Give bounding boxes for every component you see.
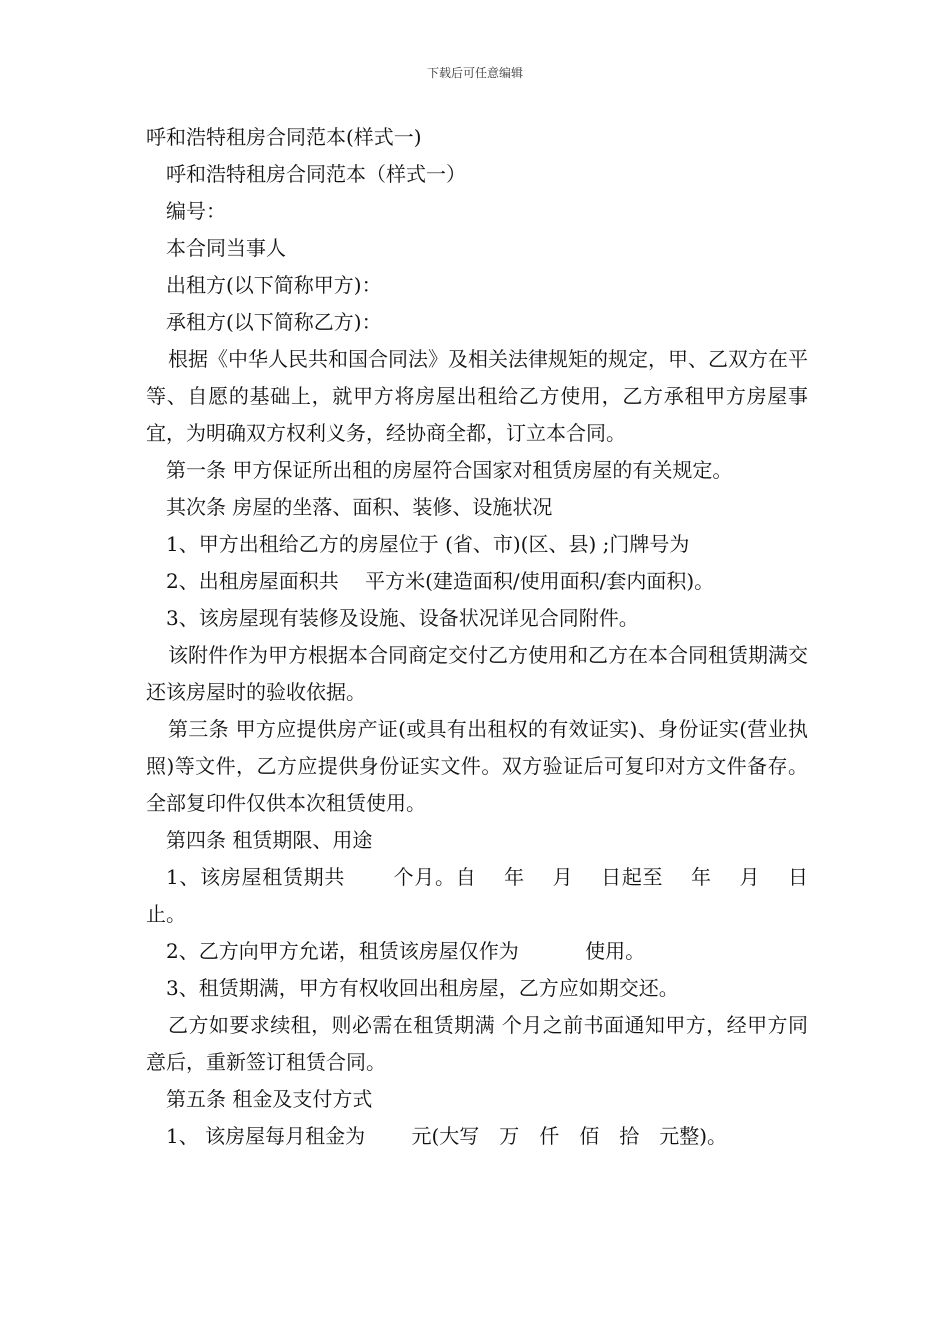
paragraph-article-1: 第一条 甲方保证所出租的房屋符合国家对租赁房屋的有关规定。 [166,458,733,482]
paragraph-attachment-note: 该附件作为甲方根据本合同商定交付乙方使用和乙方在本合同租赁期满交还该房屋时的验收依据。 [146,643,808,704]
paragraph-article-3: 第三条 甲方应提供房产证(或具有出租权的有效证实)、身份证实(营业执照)等文件，乙方应提供身份证实文件。双方验证后可复印对方文件备存。全部复印件仅供本次租赁使用。 [146,717,808,815]
paragraph-article-2-item-3: 3、该房屋现有装修及设施、设备状况详见合同附件。 [166,606,639,630]
paragraph-article-4: 第四条 租赁期限、用途 [166,828,373,852]
paragraph-lessor: 出租方(以下简称甲方)： [166,273,382,297]
paragraph-article-2-item-1: 1、甲方出租给乙方的房屋位于 (省、市)(区、县) ;门牌号为 [166,532,690,556]
paragraph-article-2: 其次条 房屋的坐落、面积、装修、设施状况 [166,495,553,519]
paragraph-number: 编号： [166,199,226,223]
paragraph-lessee: 承租方(以下简称乙方)： [166,310,382,334]
paragraph-renewal: 乙方如要求续租，则必需在租赁期满 个月之前书面通知甲方，经甲方同意后，重新签订租赁合同。 [146,1013,808,1074]
document-body [146,119,808,1155]
paragraph-article-4-item-1: 1、该房屋租赁期共 个月。自 年 月 日起至 年 月 日止。 [146,865,808,926]
document-title: 呼和浩特租房合同范本(样式一) [146,125,422,149]
paragraph-article-5: 第五条 租金及支付方式 [166,1087,373,1111]
paragraph-article-4-item-2: 2、乙方向甲方允诺，租赁该房屋仅作为 使用。 [166,939,646,963]
paragraph-article-5-item-1: 1、 该房屋每月租金为 元(大写 万 仟 佰 拾 元整)。 [166,1124,728,1148]
paragraph-article-2-item-2: 2、出租房屋面积共 平方米(建造面积/使用面积/套内面积)。 [166,569,715,593]
page-header: 下载后可任意编辑 [426,66,523,80]
paragraph-subtitle: 呼和浩特租房合同范本（样式一） [166,162,466,186]
paragraph-article-4-item-3: 3、租赁期满，甲方有权收回出租房屋，乙方应如期交还。 [166,976,679,1000]
paragraph-parties: 本合同当事人 [166,236,286,260]
paragraph-preamble: 根据《中华人民共和国合同法》及相关法律规矩的规定，甲、乙双方在平等、自愿的基础上，就甲方将房屋出租给乙方使用，乙方承租甲方房屋事宜，为明确双方权利义务，经协商全都，订立本合同。 [146,347,808,445]
